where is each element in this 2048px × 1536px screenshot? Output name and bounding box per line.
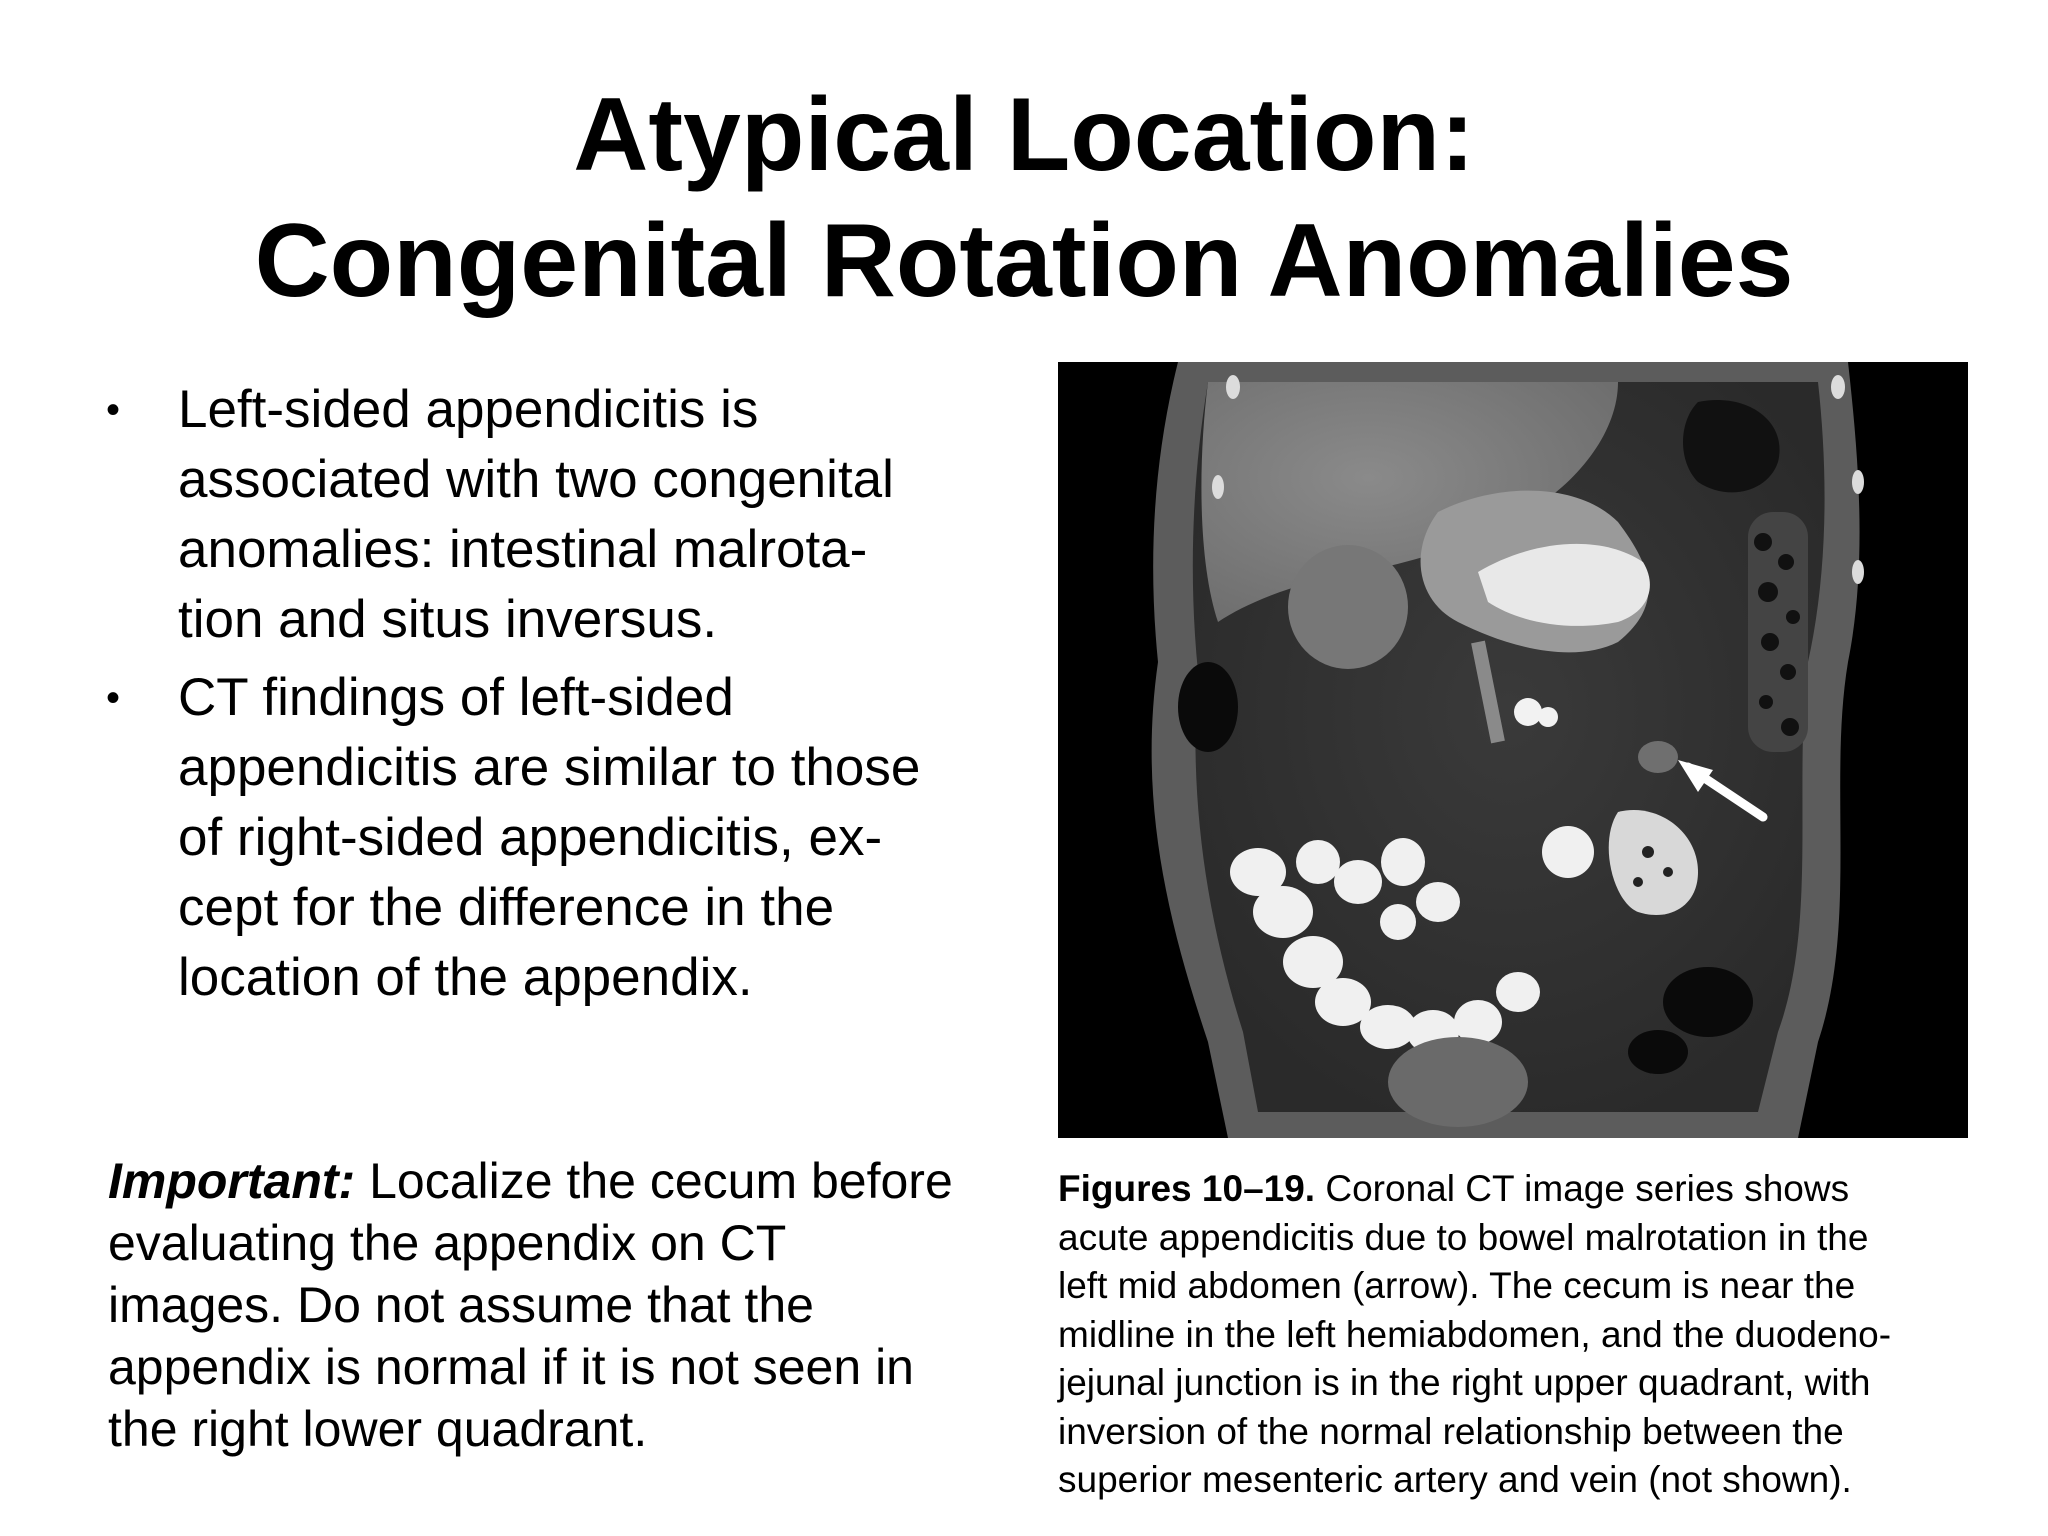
bladder xyxy=(1388,1037,1528,1127)
caption-line: midline in the left hemiabdomen, and the duodeno- xyxy=(1058,1313,1892,1355)
caption-line: acute appendicitis due to bowel malrotation in the xyxy=(1058,1216,1869,1258)
important-note-line: the right lower quadrant. xyxy=(108,1401,648,1457)
important-note-line: appendix is normal if it is not seen in xyxy=(108,1339,914,1395)
caption-line-1 xyxy=(1058,1165,2008,1214)
slide-title xyxy=(0,72,2048,324)
bullet-text-line: of right-sided appendicitis, ex- xyxy=(178,808,883,867)
slide-title-line-2: Congenital Rotation Anomalies xyxy=(254,203,1794,319)
inflamed-appendix xyxy=(1638,741,1678,773)
gallbladder xyxy=(1288,545,1408,669)
bullet-text-line: tion and situs inversus. xyxy=(178,590,718,649)
bullet-text-line: appendicitis are similar to those xyxy=(178,738,921,797)
bullet-list xyxy=(100,375,1040,1021)
caption-line: inversion of the normal relationship between the xyxy=(1058,1410,1844,1452)
contrast-focus xyxy=(1514,698,1542,726)
important-text: Localize the cecum before xyxy=(355,1153,953,1209)
rectal-air xyxy=(1628,1030,1688,1074)
ct-scan-illustration xyxy=(1058,362,1968,1138)
caption-label: Figures 10–19. xyxy=(1058,1168,1316,1209)
bullet-dot: • xyxy=(106,388,121,432)
bullet-text-line: cept for the difference in the xyxy=(178,878,835,937)
caption-text: Coronal CT image series shows xyxy=(1315,1168,1850,1209)
important-note-line: evaluating the appendix on CT xyxy=(108,1215,787,1271)
slide-title-line-1: Atypical Location: xyxy=(573,77,1475,193)
bullet-text-line: associated with two congenital xyxy=(178,450,894,509)
bullet-text-line: Left-sided appendicitis is xyxy=(178,380,759,439)
ct-scan-image xyxy=(1058,362,1968,1138)
bullet-item-ct-findings xyxy=(100,663,1040,1013)
important-label: Important: xyxy=(108,1153,356,1209)
caption-line: jejunal junction is in the right upper quadrant, with xyxy=(1058,1362,1871,1403)
important-note-line: images. Do not assume that the xyxy=(108,1277,814,1333)
bullet-text-line: CT findings of left-sided xyxy=(178,668,734,727)
right-colon-air xyxy=(1178,662,1238,752)
bullet-item-left-sided-anomalies xyxy=(100,375,1040,655)
important-note xyxy=(108,1150,1028,1460)
bullet-text-line: anomalies: intestinal malrota- xyxy=(178,520,868,579)
important-note-line-1 xyxy=(108,1150,1028,1212)
bullet-dot: • xyxy=(106,676,121,720)
contrast-focus xyxy=(1538,707,1558,727)
bullet-text-line: location of the appendix. xyxy=(178,948,753,1007)
sigmoid-air xyxy=(1663,967,1753,1037)
figure-caption xyxy=(1058,1165,2008,1505)
caption-line: superior mesenteric artery and vein (not shown). xyxy=(1058,1459,1852,1500)
caption-line: left mid abdomen (arrow). The cecum is near the xyxy=(1058,1265,1856,1306)
